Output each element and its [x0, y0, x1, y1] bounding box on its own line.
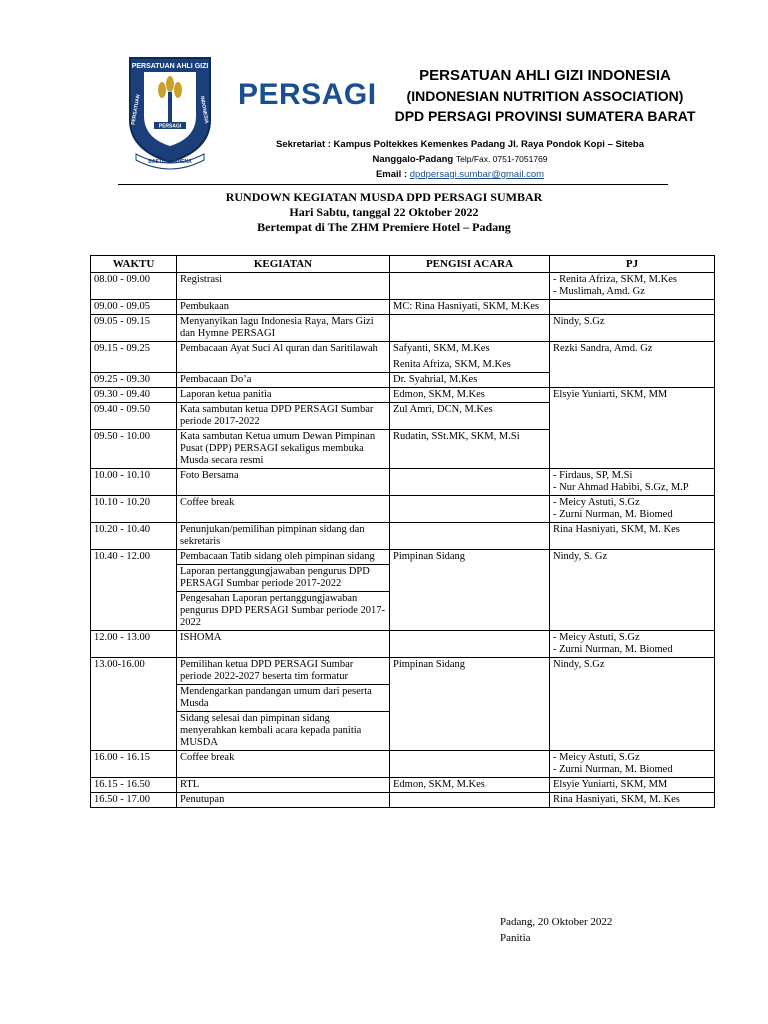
cell-pengisi: Edmon, SKM, M.Kes: [390, 388, 550, 403]
cell-pengisi: [390, 273, 550, 300]
org-name: PERSATUAN AHLI GIZI INDONESIA: [419, 67, 671, 84]
table-row: [91, 793, 715, 808]
cell-kegiatan: Laporan pertanggungjawaban pengurus DPD PERSAGI Sumbar periode 2017-2022: [177, 565, 390, 592]
persagi-logo: [120, 50, 220, 170]
email-line: Email : dpdpersagi.sumbar@gmail.com: [375, 169, 545, 180]
cell-pengisi: [390, 315, 550, 342]
address-line-2: Nanggalo-Padang Telp/Fax. 0751-7051769: [372, 154, 548, 165]
cell-kegiatan: Foto Bersama: [177, 469, 390, 496]
cell-kegiatan: Mendengarkan pandangan umum dari peserta Musda: [177, 685, 390, 712]
table-row: [91, 631, 715, 658]
cell-pj: - Meicy Astuti, S.Gz - Zurni Nurman, M. Biomed: [550, 496, 715, 523]
table-header-row: [91, 256, 715, 273]
cell-kegiatan: Pembacaan Do’a: [177, 373, 390, 388]
cell-kegiatan: Menyanyikan lagu Indonesia Raya, Mars Gizi dan Hymne PERSAGI: [177, 315, 390, 342]
cell-waktu: 09.50 - 10.00: [91, 430, 177, 469]
svg-text:PERSAGI: PERSAGI: [158, 123, 182, 130]
cell-pj: Rezki Sandra, Amd. Gz: [550, 342, 715, 388]
signature-block: [500, 914, 612, 946]
svg-text:INDONESIA: INDONESIA: [198, 95, 210, 125]
cell-pj: [550, 300, 715, 315]
svg-text:PERSATUAN: PERSATUAN: [130, 94, 142, 126]
cell-pengisi: Safyanti, SKM, M.Kes Renita Afriza, SKM, M.Kes: [390, 342, 550, 373]
cell-kegiatan: Penutupan: [177, 793, 390, 808]
cell-waktu: 16.00 - 16.15: [91, 751, 177, 778]
cell-pengisi: [390, 523, 550, 550]
cell-pengisi: Pimpinan Sidang: [390, 658, 550, 751]
cell-pj: - Firdaus, SP, M.Si - Nur Ahmad Habibi, S.Gz, M.P: [550, 469, 715, 496]
table-row: [91, 496, 715, 523]
table-row: [91, 300, 715, 315]
email-link[interactable]: dpdpersagi.sumbar@gmail.com: [409, 169, 545, 180]
title-line-3: Bertempat di The ZHM Premiere Hotel – Padang: [257, 220, 511, 234]
header-divider: [118, 184, 668, 185]
cell-pj: Nindy, S.Gz: [550, 658, 715, 751]
cell-waktu: 08.00 - 09.00: [91, 273, 177, 300]
cell-waktu: 09.25 - 09.30: [91, 373, 177, 388]
column-header-pengisi: PENGISI ACARA: [390, 256, 550, 273]
table-row: [91, 550, 715, 565]
signatory: Panitia: [500, 932, 531, 944]
rundown-table: [90, 255, 715, 808]
letterhead: [0, 0, 768, 190]
cell-pengisi: [390, 631, 550, 658]
cell-pj: - Meicy Astuti, S.Gz - Zurni Nurman, M. Biomed: [550, 751, 715, 778]
svg-text:BASTHA NAHENA: BASTHA NAHENA: [148, 159, 192, 165]
address-line-1: Sekretariat : Kampus Poltekkes Kemenkes Padang Jl. Raya Pondok Kopi – Siteba: [276, 139, 644, 150]
cell-kegiatan: Pembacaan Ayat Suci Al quran dan Saritilawah: [177, 342, 390, 373]
table-row: [91, 469, 715, 496]
cell-kegiatan: Kata sambutan Ketua umum Dewan Pimpinan Pusat (DPP) PERSAGI sekaligus membuka Musda secara resmi: [177, 430, 390, 469]
column-header-waktu: WAKTU: [91, 256, 177, 273]
cell-kegiatan: Pengesahan Laporan pertanggungjawaban pengurus DPD PERSAGI Sumbar periode 2017-2022: [177, 592, 390, 631]
org-branch: DPD PERSAGI PROVINSI SUMATERA BARAT: [394, 108, 696, 124]
column-header-kegiatan: KEGIATAN: [177, 256, 390, 273]
cell-kegiatan: RTL: [177, 778, 390, 793]
cell-pj: - Meicy Astuti, S.Gz - Zurni Nurman, M. Biomed: [550, 631, 715, 658]
cell-pengisi: Zul Amri, DCN, M.Kes: [390, 403, 550, 430]
cell-pj: Rina Hasniyati, SKM, M. Kes: [550, 523, 715, 550]
cell-pengisi: [390, 469, 550, 496]
contact-block: [250, 137, 670, 182]
cell-kegiatan: Sidang selesai dan pimpinan sidang menyerahkan kembali acara kepada panitia MUSDA: [177, 712, 390, 751]
place-date: Padang, 20 Oktober 2022: [500, 916, 613, 928]
cell-waktu: 09.15 - 09.25: [91, 342, 177, 373]
cell-waktu: 13.00-16.00: [91, 658, 177, 751]
cell-kegiatan: Pemilihan ketua DPD PERSAGI Sumbar periode 2022-2027 beserta tim formatur: [177, 658, 390, 685]
cell-pengisi: [390, 496, 550, 523]
cell-kegiatan: Kata sambutan ketua DPD PERSAGI Sumbar periode 2017-2022: [177, 403, 390, 430]
cell-waktu: 16.50 - 17.00: [91, 793, 177, 808]
organization-name: [380, 66, 710, 126]
cell-kegiatan: Penunjukan/pemilihan pimpinan sidang dan sekretaris: [177, 523, 390, 550]
svg-text:PERSATUAN AHLI GIZI: PERSATUAN AHLI GIZI: [131, 63, 209, 70]
table-row: [91, 315, 715, 342]
cell-waktu: 09.30 - 09.40: [91, 388, 177, 403]
title-line-2: Hari Sabtu, tanggal 22 Oktober 2022: [289, 205, 479, 219]
cell-kegiatan: Pembukaan: [177, 300, 390, 315]
cell-pengisi: Pimpinan Sidang: [390, 550, 550, 631]
cell-waktu: 10.00 - 10.10: [91, 469, 177, 496]
cell-pengisi: Edmon, SKM, M.Kes: [390, 778, 550, 793]
table-row: [91, 388, 715, 403]
cell-waktu: 09.05 - 09.15: [91, 315, 177, 342]
cell-waktu: 16.15 - 16.50: [91, 778, 177, 793]
cell-waktu: 10.10 - 10.20: [91, 496, 177, 523]
cell-pengisi: [390, 793, 550, 808]
cell-pengisi: [390, 751, 550, 778]
cell-kegiatan: Laporan ketua panitia: [177, 388, 390, 403]
document-title: [90, 190, 678, 235]
cell-waktu: 09.00 - 09.05: [91, 300, 177, 315]
cell-waktu: 12.00 - 13.00: [91, 631, 177, 658]
cell-waktu: 10.20 - 10.40: [91, 523, 177, 550]
table-row: [91, 778, 715, 793]
column-header-pj: PJ: [550, 256, 715, 273]
cell-pj: Rina Hasniyati, SKM, M. Kes: [550, 793, 715, 808]
cell-kegiatan: Pembacaan Tatib sidang oleh pimpinan sidang: [177, 550, 390, 565]
table-row: [91, 273, 715, 300]
brand-name: PERSAGI: [238, 78, 377, 111]
table-row: [91, 751, 715, 778]
cell-pj: Elsyie Yuniarti, SKM, MM: [550, 778, 715, 793]
cell-kegiatan: Coffee break: [177, 751, 390, 778]
table-row: [91, 523, 715, 550]
cell-pengisi: Rudatin, SSt.MK, SKM, M.Si: [390, 430, 550, 469]
cell-pj: Nindy, S.Gz: [550, 315, 715, 342]
cell-pengisi: Dr. Syahrial, M.Kes: [390, 373, 550, 388]
cell-waktu: 10.40 - 12.00: [91, 550, 177, 631]
org-name-english: (INDONESIAN NUTRITION ASSOCIATION): [406, 88, 684, 104]
cell-pj: Elsyie Yuniarti, SKM, MM: [550, 388, 715, 469]
table-row: [91, 342, 715, 373]
cell-waktu: 09.40 - 09.50: [91, 403, 177, 430]
title-line-1: RUNDOWN KEGIATAN MUSDA DPD PERSAGI SUMBAR: [225, 190, 543, 204]
cell-kegiatan: Registrasi: [177, 273, 390, 300]
cell-pengisi: MC: Rina Hasniyati, SKM, M.Kes: [390, 300, 550, 315]
table-row: [91, 658, 715, 685]
fax-number: Telp/Fax. 0751-7051769: [455, 154, 548, 164]
cell-kegiatan: Coffee break: [177, 496, 390, 523]
cell-pj: Nindy, S. Gz: [550, 550, 715, 631]
cell-kegiatan: ISHOMA: [177, 631, 390, 658]
cell-pj: - Renita Afriza, SKM, M.Kes - Muslimah, Amd. Gz: [550, 273, 715, 300]
